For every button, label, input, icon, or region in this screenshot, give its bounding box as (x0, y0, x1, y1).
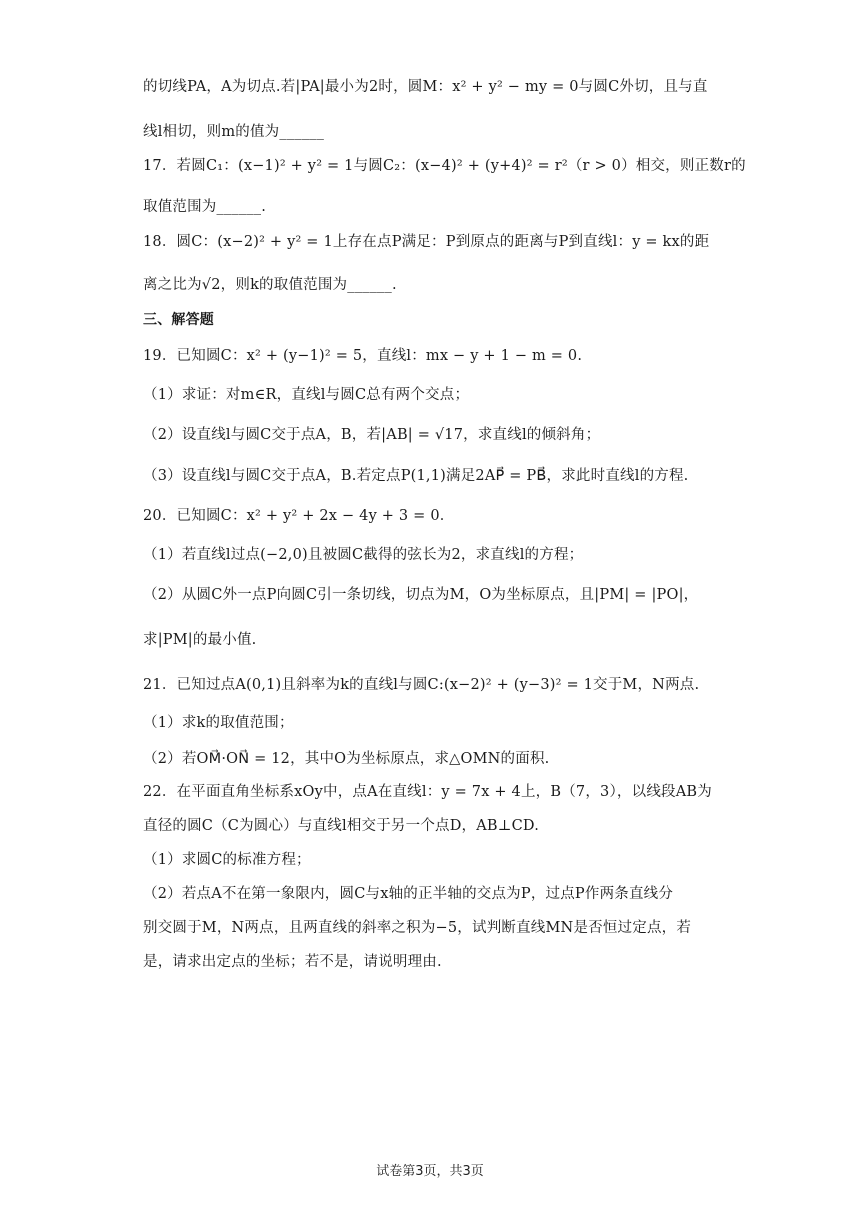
q20-part-2-line-2: 求|PM|的最小值. (143, 632, 257, 648)
q20-stem: 20．已知圆C：x² + y² + 2x − 4y + 3 = 0． (143, 508, 455, 524)
q22-part-2-line-1: （2）若点A不在第一象限内，圆C与x轴的正半轴的交点为P，过点P作两条直线分 (143, 886, 674, 902)
q20-part-1: （1）若直线l过点(−2,0)且被圆C截得的弦长为2，求直线l的方程； (143, 547, 584, 563)
q21-part-1: （1）求k的取值范围； (143, 715, 294, 731)
q20-part-2-line-1: （2）从圆C外一点P向圆C引一条切线，切点为M，O为坐标原点，且|PM| = |PO|， (143, 587, 699, 603)
q21-stem: 21．已知过点A(0,1)且斜率为k的直线l与圆C:(x−2)² + (y−3)² = 1交于M，N两点. (143, 677, 700, 693)
q22-part-1: （1）求圆C的标准方程； (143, 852, 311, 868)
q17-line-1: 17．若圆C₁：(x−1)² + y² = 1与圆C₂：(x−4)² + (y+4)² = r²（r > 0）相交，则正数r的 (143, 158, 746, 174)
q21-part-2: （2）若OM⃗·ON⃗ = 12，其中O为坐标原点，求△OMN的面积. (143, 751, 550, 767)
q22-stem-line-2: 直径的圆C（C为圆心）与直线l相交于另一个点D，AB⊥CD. (143, 818, 540, 834)
q19-part-3: （3）设直线l与圆C交于点A，B.若定点P(1,1)满足2AP⃗ = PB⃗，求此时直线l的方程. (143, 468, 689, 484)
section-heading: 三、解答题 (143, 312, 214, 328)
q16-line-1: 的切线PA，A为切点.若|PA|最小为2时，圆M：x² + y² − my = 0与圆C外切，且与直 (143, 79, 708, 95)
q22-stem-line-1: 22．在平面直角坐标系xOy中，点A在直线l：y = 7x + 4上，B（7，3），以线段AB为 (143, 784, 712, 800)
q19-stem: 19．已知圆C：x² + (y−1)² = 5，直线l：mx − y + 1 − m = 0. (143, 348, 583, 364)
q16-line-2: 线l相切，则m的值为______ (143, 124, 325, 140)
q17-line-2: 取值范围为______. (143, 199, 267, 215)
q22-part-2-line-3: 是，请求出定点的坐标；若不是，请说明理由. (143, 954, 442, 970)
q19-part-2: （2）设直线l与圆C交于点A，B，若|AB| = √17，求直线l的倾斜角； (143, 427, 601, 443)
q18-line-1: 18．圆C：(x−2)² + y² = 1上存在点P满足：P到原点的距离与P到直线l：y = kx的距 (143, 234, 710, 250)
q22-part-2-line-2: 别交圆于M，N两点，且两直线的斜率之积为−5，试判断直线MN是否恒过定点，若 (143, 920, 692, 936)
page-footer: 试卷第3页，共3页 (376, 1164, 484, 1179)
q18-line-2: 离之比为√2，则k的取值范围为______. (143, 277, 397, 293)
q19-part-1: （1）求证：对m∈R，直线l与圆C总有两个交点； (143, 387, 470, 403)
